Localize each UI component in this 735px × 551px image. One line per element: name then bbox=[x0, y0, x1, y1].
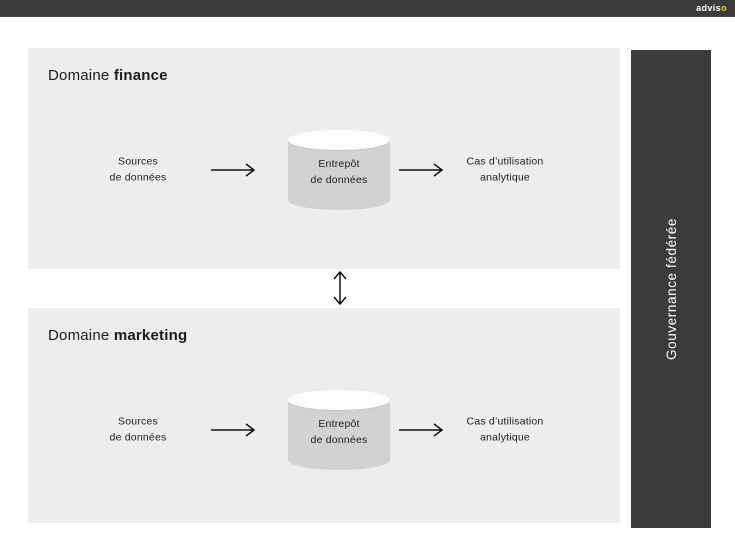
federated-governance-bar bbox=[631, 50, 711, 528]
right-arrow-icon bbox=[210, 422, 260, 438]
sources-label bbox=[98, 154, 178, 186]
finance-data-flow bbox=[28, 130, 620, 210]
logo-text: advis bbox=[696, 3, 722, 13]
marketing-data-flow bbox=[28, 390, 620, 470]
warehouse-label-line2: de données bbox=[310, 173, 368, 186]
warehouse-label-line1: Entrepôt bbox=[318, 418, 360, 430]
domain-title-word: Domaine bbox=[48, 327, 110, 344]
adviso-logo bbox=[696, 3, 727, 13]
cylinder-top bbox=[288, 130, 390, 150]
vertical-double-arrow-icon bbox=[332, 269, 348, 307]
warehouse-label-line1: Entrepôt bbox=[318, 158, 360, 170]
usecase-label bbox=[455, 414, 555, 446]
sources-label bbox=[98, 414, 178, 446]
logo-accent-letter: o bbox=[721, 3, 727, 13]
domain-title-name: finance bbox=[113, 67, 168, 84]
usecase-label-line2: analytique bbox=[480, 431, 530, 443]
domain-title-word: Domaine bbox=[48, 67, 110, 84]
warehouse-label bbox=[288, 417, 390, 449]
top-bar bbox=[0, 0, 735, 17]
sources-label-line1: Sources bbox=[118, 415, 158, 428]
sources-label-line2: de données bbox=[109, 431, 167, 443]
usecase-label-line2: analytique bbox=[480, 171, 530, 183]
data-warehouse-cylinder bbox=[288, 130, 390, 210]
warehouse-label bbox=[288, 157, 390, 189]
usecase-label bbox=[455, 154, 555, 186]
domain-title-name: marketing bbox=[113, 327, 188, 344]
sources-label-line2: de données bbox=[109, 171, 167, 183]
right-arrow-icon bbox=[398, 162, 448, 178]
data-warehouse-cylinder bbox=[288, 390, 390, 470]
cylinder-top bbox=[288, 390, 390, 410]
domain-finance-panel bbox=[28, 48, 620, 269]
warehouse-label-line2: de données bbox=[310, 433, 368, 446]
domain-marketing-title bbox=[48, 327, 187, 344]
right-arrow-icon bbox=[210, 162, 260, 178]
right-arrow-icon bbox=[398, 422, 448, 438]
domain-finance-title bbox=[48, 67, 168, 84]
federated-governance-label: Gouvernance fédérée bbox=[663, 218, 679, 360]
sources-label-line1: Sources bbox=[118, 155, 158, 168]
usecase-label-line1: Cas d’utilisation bbox=[466, 415, 544, 428]
usecase-label-line1: Cas d’utilisation bbox=[466, 155, 544, 168]
domain-marketing-panel bbox=[28, 308, 620, 523]
